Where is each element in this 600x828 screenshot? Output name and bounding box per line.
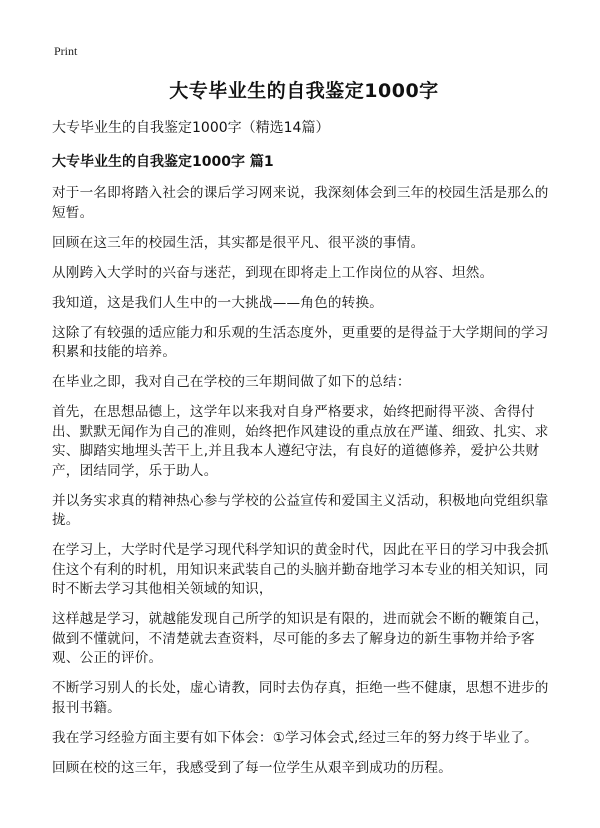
paragraph: 在学习上，大学时代是学习现代科学知识的黄金时代，因此在平日的学习中我会抓住这个有利的时机，用知识来武装自己的头脑并勤奋地学习本专业的相关知识，同时不断去学习其他相关领域的知识， (52, 542, 549, 597)
paragraph: 回顾在这三年的校园生活，其实都是很平凡、很平淡的事情。 (52, 234, 425, 251)
paragraph: 这除了有较强的适应能力和乐观的生活态度外，更重要的是得益于大学期间的学习积累和技能的培养。 (52, 324, 549, 360)
paragraph: 对于一名即将踏入社会的课后学习网来说，我深刻体会到三年的校园生活是那么的短暂。 (52, 185, 549, 221)
paragraph: 首先，在思想品德上，这学年以来我对自身严格要求，始终把耐得平淡、舍得付出、默默无闻作为自己的准则，始终把作风建设的重点放在严谨、细致、扎实、求实、脚踏实地埋头苦干上,并且我本人遵纪守法，有良好的道德修养，爱护公共财产，团结同学，乐于助人。 (52, 404, 549, 479)
section-heading: 大专毕业生的自我鉴定1000字 篇1 (52, 154, 274, 170)
paragraph: 在毕业之即，我对自己在学校的三年期间做了如下的总结： (52, 374, 411, 390)
paragraph: 不断学习别人的长处，虚心请教，同时去伪存真，拒绝一些不健康，思想不进步的报刊书籍。 (52, 680, 549, 716)
paragraph: 回顾在校的这三年，我感受到了每一位学生从艰辛到成功的历程。 (52, 759, 453, 776)
print-link[interactable]: Print (54, 44, 78, 58)
paragraph: 我在学习经验方面主要有如下体会：①学习体会式,经过三年的努力终于毕业了。 (52, 729, 538, 746)
document-subtitle: 大专毕业生的自我鉴定1000字（精选14篇） (52, 120, 330, 136)
paragraph: 从刚跨入大学时的兴奋与迷茫，到现在即将走上工作岗位的从容、坦然。 (52, 264, 494, 281)
paragraph: 并以务实求真的精神热心参与学校的公益宣传和爱国主义活动，积极地向党组织靠拢。 (52, 492, 549, 528)
paragraph: 这样越是学习，就越能发现自己所学的知识是有限的，进而就会不断的鞭策自己，做到不懂就问，不清楚就去查资料，尽可能的多去了解身边的新生事物并给予客观、公正的评价。 (52, 611, 549, 666)
document-title: 大专毕业生的自我鉴定1000字 (169, 80, 439, 102)
paragraph: 我知道，这是我们人生中的一大挑战——角色的转换。 (52, 294, 384, 311)
